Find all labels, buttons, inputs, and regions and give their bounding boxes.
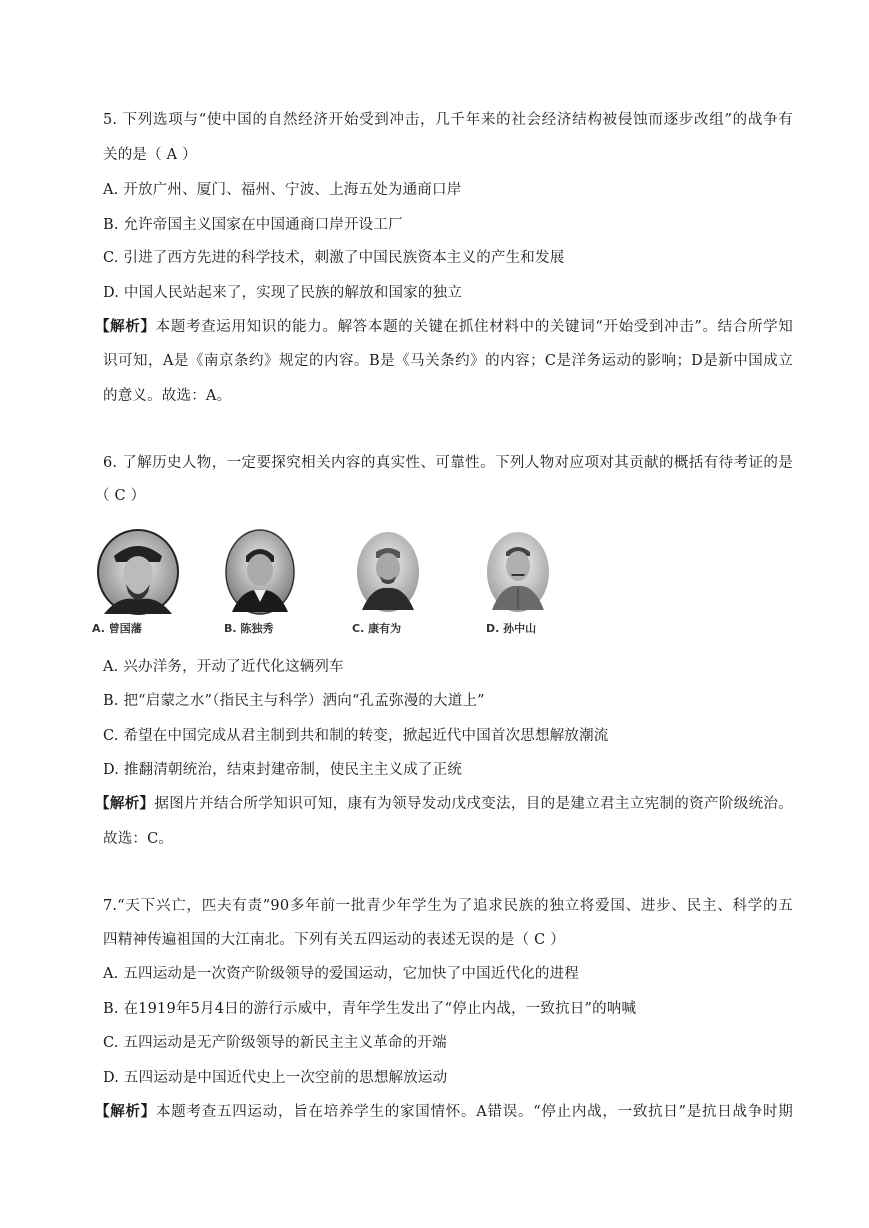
portrait-c-caption: C. 康有为 (352, 622, 402, 635)
q5-analysis-line1 (95, 317, 793, 337)
portrait-b (220, 526, 340, 638)
q6-analysis-label: 【解析】 (95, 795, 155, 812)
q5-analysis-line2: 识可知，A是《南京条约》规定的内容。B是《马关条约》的内容；C是洋务运动的影响；D是新中国成立 (103, 353, 793, 369)
q6-analysis-line2: 故选：C。 (103, 831, 174, 847)
q6-option-d: D. 推翻清朝统治，结束封建帝制，使民主主义成了正统 (103, 762, 463, 778)
q6-option-a: A. 兴办洋务，开动了近代化这辆列车 (103, 659, 344, 675)
portrait-row (90, 526, 570, 638)
q6-stem-line1: 6. 了解历史人物，一定要探究相关内容的真实性、可靠性。下列人物对应项对其贡献的概括有待考证的是 (103, 455, 793, 471)
q5-analysis-text1: 本题考查运用知识的能力。解答本题的关键在抓住材料中的关键词“开始受到冲击”。结合所学知 (155, 319, 793, 335)
q7-stem-line2: 四精神传遍祖国的大江南北。下列有关五四运动的表述无误的是（ C ） (103, 932, 565, 948)
q7-option-c: C. 五四运动是无产阶级领导的新民主主义革命的开端 (103, 1035, 447, 1051)
q6-analysis-text1: 据图片并结合所学知识可知，康有为领导发动戊戌变法，目的是建立君主立宪制的资产阶级统治。 (154, 796, 793, 812)
q5-option-b: B. 允许帝国主义国家在中国通商口岸开设工厂 (103, 217, 403, 233)
q7-analysis-label: 【解析】 (95, 1103, 156, 1120)
q7-analysis-line1 (95, 1102, 793, 1122)
portrait-a (90, 526, 210, 638)
q6-option-c: C. 希望在中国完成从君主制到共和制的转变，掀起近代中国首次思想解放潮流 (103, 728, 609, 744)
portrait-d-caption: D. 孙中山 (486, 622, 537, 635)
portrait-b-image (220, 526, 300, 618)
portrait-a-caption: A. 曾国藩 (92, 622, 142, 635)
q5-stem-line1: 5. 下列选项与“使中国的自然经济开始受到冲击，几千年来的社会经济结构被侵蚀而逐步改组”的战争有 (103, 112, 793, 128)
q6-option-b: B. 把“启蒙之水”（指民主与科学）洒向“孔孟弥漫的大道上” (103, 693, 485, 709)
q5-analysis-label: 【解析】 (95, 318, 156, 335)
q5-analysis-line3: 的意义。故选：A。 (103, 388, 232, 404)
q6-stem-line2: （ C ） (95, 488, 146, 504)
q7-analysis-text1: 本题考查五四运动，旨在培养学生的家国情怀。A错误。“停止内战，一致抗日”是抗日战争时期 (156, 1104, 793, 1120)
q7-option-d: D. 五四运动是中国近代史上一次空前的思想解放运动 (103, 1070, 448, 1086)
portrait-d-image (482, 526, 554, 618)
portrait-a-image (90, 526, 182, 618)
q5-option-a: A. 开放广州、厦门、福州、宁波、上海五处为通商口岸 (103, 182, 462, 198)
portrait-b-caption: B. 陈独秀 (224, 622, 274, 635)
q5-stem-line2: 关的是（ A ） (103, 147, 197, 163)
portrait-c-image (352, 526, 424, 618)
q7-stem-line1: 7.“天下兴亡，匹夫有责”90多年前一批青少年学生为了追求民族的独立将爱国、进步、民主、科学的五 (103, 898, 793, 914)
q7-option-a: A. 五四运动是一次资产阶级领导的爱国运动，它加快了中国近代化的进程 (103, 966, 579, 982)
q5-option-c: C. 引进了西方先进的科学技术，刺激了中国民族资本主义的产生和发展 (103, 250, 565, 266)
q6-analysis-line1 (95, 794, 793, 814)
q7-option-b: B. 在1919年5月4日的游行示威中，青年学生发出了“停止内战，一致抗日”的呐喊 (103, 1001, 637, 1017)
q5-option-d: D. 中国人民站起来了，实现了民族的解放和国家的独立 (103, 285, 463, 301)
portrait-d (482, 526, 602, 638)
portrait-c (352, 526, 472, 638)
